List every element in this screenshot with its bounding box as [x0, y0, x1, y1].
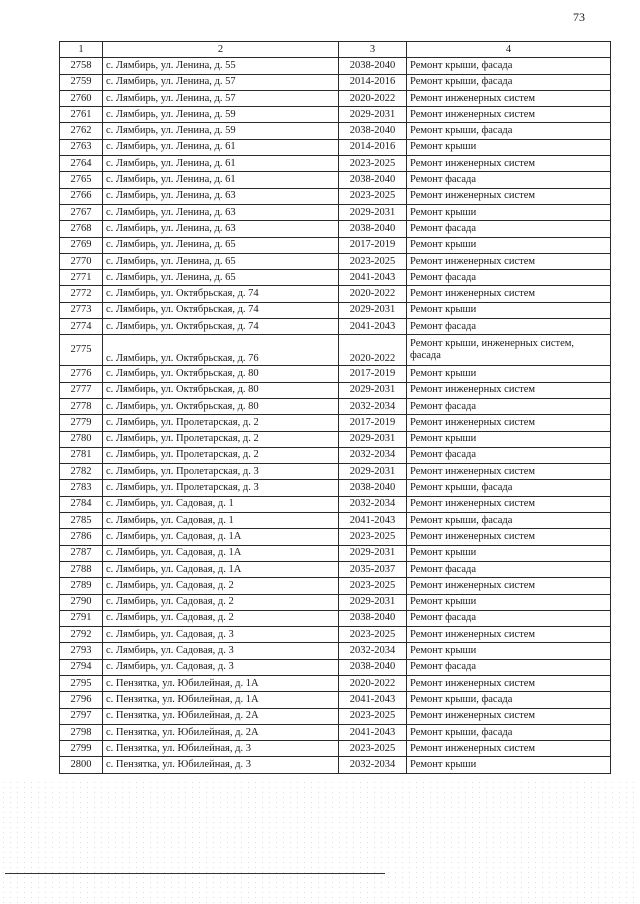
cell-work-type: Ремонт инженерных систем	[407, 90, 611, 106]
cell-work-type: Ремонт фасада	[407, 398, 611, 414]
cell-address: с. Лямбирь, ул. Садовая, д. 1А	[103, 561, 339, 577]
cell-row-number: 2778	[60, 398, 103, 414]
table-row	[60, 270, 611, 286]
cell-address: с. Пензятка, ул. Юбилейная, д. 3	[103, 741, 339, 757]
cell-repair-period: 2020-2022	[339, 675, 407, 691]
cell-row-number: 2760	[60, 90, 103, 106]
table-row	[60, 643, 611, 659]
table-row	[60, 382, 611, 398]
table-row	[60, 302, 611, 318]
cell-row-number: 2797	[60, 708, 103, 724]
cell-address: с. Лямбирь, ул. Ленина, д. 65	[103, 253, 339, 269]
cell-row-number: 2783	[60, 480, 103, 496]
cell-work-type: Ремонт крыши, фасада	[407, 724, 611, 740]
table-row	[60, 319, 611, 335]
header-col-4: 4	[407, 42, 611, 58]
cell-work-type: Ремонт инженерных систем	[407, 382, 611, 398]
cell-address: с. Лямбирь, ул. Садовая, д. 1А	[103, 545, 339, 561]
cell-work-type: Ремонт крыши, инженерных систем, фасада	[407, 335, 611, 366]
cell-repair-period: 2038-2040	[339, 610, 407, 626]
cell-row-number: 2793	[60, 643, 103, 659]
cell-work-type: Ремонт крыши	[407, 302, 611, 318]
header-col-1: 1	[60, 42, 103, 58]
cell-repair-period: 2023-2025	[339, 188, 407, 204]
table-row	[60, 496, 611, 512]
table-row	[60, 123, 611, 139]
cell-work-type: Ремонт инженерных систем	[407, 708, 611, 724]
cell-address: с. Лямбирь, ул. Октябрьская, д. 80	[103, 382, 339, 398]
cell-work-type: Ремонт крыши, фасада	[407, 58, 611, 74]
table-row	[60, 253, 611, 269]
cell-repair-period: 2038-2040	[339, 172, 407, 188]
cell-address: с. Лямбирь, ул. Садовая, д. 1	[103, 513, 339, 529]
cell-repair-period: 2017-2019	[339, 237, 407, 253]
cell-row-number: 2766	[60, 188, 103, 204]
cell-repair-period: 2038-2040	[339, 123, 407, 139]
cell-row-number: 2799	[60, 741, 103, 757]
cell-repair-period: 2020-2022	[339, 286, 407, 302]
cell-work-type: Ремонт крыши, фасада	[407, 74, 611, 90]
cell-address: с. Лямбирь, ул. Ленина, д. 65	[103, 237, 339, 253]
cell-work-type: Ремонт крыши, фасада	[407, 480, 611, 496]
cell-row-number: 2800	[60, 757, 103, 773]
cell-repair-period: 2023-2025	[339, 253, 407, 269]
cell-work-type: Ремонт крыши, фасада	[407, 123, 611, 139]
cell-work-type: Ремонт крыши	[407, 594, 611, 610]
table-row	[60, 692, 611, 708]
cell-work-type: Ремонт фасада	[407, 172, 611, 188]
cell-address: с. Лямбирь, ул. Пролетарская, д. 3	[103, 480, 339, 496]
cell-repair-period: 2029-2031	[339, 382, 407, 398]
cell-row-number: 2795	[60, 675, 103, 691]
cell-row-number: 2764	[60, 156, 103, 172]
cell-address: с. Лямбирь, ул. Ленина, д. 57	[103, 90, 339, 106]
cell-work-type: Ремонт инженерных систем	[407, 253, 611, 269]
cell-address: с. Лямбирь, ул. Ленина, д. 61	[103, 172, 339, 188]
cell-repair-period: 2029-2031	[339, 431, 407, 447]
cell-repair-period: 2032-2034	[339, 496, 407, 512]
table-row	[60, 366, 611, 382]
cell-work-type: Ремонт крыши, фасада	[407, 513, 611, 529]
cell-address: с. Лямбирь, ул. Ленина, д. 61	[103, 139, 339, 155]
scan-noise	[0, 780, 640, 904]
repair-schedule-table	[59, 41, 611, 774]
header-col-2: 2	[103, 42, 339, 58]
cell-work-type: Ремонт крыши	[407, 757, 611, 773]
cell-row-number: 2774	[60, 319, 103, 335]
cell-work-type: Ремонт инженерных систем	[407, 675, 611, 691]
cell-repair-period: 2029-2031	[339, 204, 407, 220]
cell-row-number: 2798	[60, 724, 103, 740]
cell-address: с. Лямбирь, ул. Октябрьская, д. 74	[103, 319, 339, 335]
cell-work-type: Ремонт инженерных систем	[407, 529, 611, 545]
cell-row-number: 2771	[60, 270, 103, 286]
cell-work-type: Ремонт инженерных систем	[407, 741, 611, 757]
cell-repair-period: 2038-2040	[339, 221, 407, 237]
cell-work-type: Ремонт фасада	[407, 610, 611, 626]
footer-rule	[5, 873, 385, 874]
cell-repair-period: 2023-2025	[339, 627, 407, 643]
cell-address: с. Лямбирь, ул. Октябрьская, д. 74	[103, 286, 339, 302]
page-number: 73	[573, 10, 585, 24]
cell-repair-period: 2023-2025	[339, 156, 407, 172]
cell-row-number: 2782	[60, 464, 103, 480]
cell-row-number: 2767	[60, 204, 103, 220]
header-col-3: 3	[339, 42, 407, 58]
cell-work-type: Ремонт крыши	[407, 139, 611, 155]
cell-work-type: Ремонт инженерных систем	[407, 415, 611, 431]
cell-repair-period: 2023-2025	[339, 708, 407, 724]
cell-work-type: Ремонт инженерных систем	[407, 464, 611, 480]
cell-repair-period: 2014-2016	[339, 74, 407, 90]
table-row	[60, 561, 611, 577]
table-row	[60, 627, 611, 643]
cell-work-type: Ремонт фасада	[407, 447, 611, 463]
cell-repair-period: 2038-2040	[339, 58, 407, 74]
cell-address: с. Лямбирь, ул. Садовая, д. 1А	[103, 529, 339, 545]
cell-work-type: Ремонт крыши	[407, 643, 611, 659]
cell-address: с. Лямбирь, ул. Ленина, д. 63	[103, 188, 339, 204]
cell-work-type: Ремонт крыши	[407, 237, 611, 253]
cell-repair-period: 2023-2025	[339, 578, 407, 594]
cell-row-number: 2769	[60, 237, 103, 253]
cell-row-number: 2781	[60, 447, 103, 463]
table-row	[60, 335, 611, 366]
cell-repair-period: 2020-2022	[339, 335, 407, 366]
table-row	[60, 221, 611, 237]
cell-repair-period: 2032-2034	[339, 398, 407, 414]
table-row	[60, 447, 611, 463]
table-header	[60, 42, 611, 58]
cell-address: с. Лямбирь, ул. Ленина, д. 59	[103, 123, 339, 139]
cell-repair-period: 2041-2043	[339, 513, 407, 529]
table-row	[60, 415, 611, 431]
cell-address: с. Лямбирь, ул. Ленина, д. 65	[103, 270, 339, 286]
cell-repair-period: 2041-2043	[339, 270, 407, 286]
cell-address: с. Пензятка, ул. Юбилейная, д. 2А	[103, 724, 339, 740]
cell-row-number: 2791	[60, 610, 103, 626]
table-row	[60, 480, 611, 496]
table-row	[60, 529, 611, 545]
cell-address: с. Лямбирь, ул. Ленина, д. 57	[103, 74, 339, 90]
cell-repair-period: 2017-2019	[339, 415, 407, 431]
cell-address: с. Лямбирь, ул. Пролетарская, д. 3	[103, 464, 339, 480]
cell-repair-period: 2038-2040	[339, 480, 407, 496]
cell-row-number: 2780	[60, 431, 103, 447]
cell-row-number: 2763	[60, 139, 103, 155]
cell-work-type: Ремонт инженерных систем	[407, 496, 611, 512]
table-body	[60, 58, 611, 773]
cell-row-number: 2765	[60, 172, 103, 188]
cell-row-number: 2772	[60, 286, 103, 302]
cell-row-number: 2792	[60, 627, 103, 643]
cell-repair-period: 2032-2034	[339, 643, 407, 659]
cell-row-number: 2796	[60, 692, 103, 708]
cell-repair-period: 2038-2040	[339, 659, 407, 675]
cell-row-number: 2768	[60, 221, 103, 237]
cell-work-type: Ремонт крыши	[407, 431, 611, 447]
cell-row-number: 2775	[60, 335, 103, 366]
cell-address: с. Лямбирь, ул. Садовая, д. 2	[103, 578, 339, 594]
cell-repair-period: 2035-2037	[339, 561, 407, 577]
cell-repair-period: 2023-2025	[339, 741, 407, 757]
cell-row-number: 2789	[60, 578, 103, 594]
cell-address: с. Лямбирь, ул. Пролетарская, д. 2	[103, 431, 339, 447]
cell-row-number: 2770	[60, 253, 103, 269]
cell-row-number: 2762	[60, 123, 103, 139]
cell-address: с. Пензятка, ул. Юбилейная, д. 3	[103, 757, 339, 773]
table-row	[60, 204, 611, 220]
cell-repair-period: 2029-2031	[339, 464, 407, 480]
cell-row-number: 2773	[60, 302, 103, 318]
cell-work-type: Ремонт фасада	[407, 270, 611, 286]
cell-row-number: 2787	[60, 545, 103, 561]
table-row	[60, 757, 611, 773]
cell-work-type: Ремонт инженерных систем	[407, 188, 611, 204]
table-row	[60, 172, 611, 188]
cell-address: с. Лямбирь, ул. Пролетарская, д. 2	[103, 415, 339, 431]
cell-work-type: Ремонт крыши	[407, 545, 611, 561]
table-row	[60, 708, 611, 724]
cell-repair-period: 2029-2031	[339, 594, 407, 610]
cell-work-type: Ремонт крыши	[407, 366, 611, 382]
cell-address: с. Лямбирь, ул. Ленина, д. 63	[103, 204, 339, 220]
cell-address: с. Лямбирь, ул. Садовая, д. 2	[103, 594, 339, 610]
cell-row-number: 2759	[60, 74, 103, 90]
cell-row-number: 2758	[60, 58, 103, 74]
table-row	[60, 286, 611, 302]
cell-address: с. Лямбирь, ул. Садовая, д. 2	[103, 610, 339, 626]
cell-repair-period: 2023-2025	[339, 529, 407, 545]
cell-address: с. Пензятка, ул. Юбилейная, д. 1А	[103, 692, 339, 708]
cell-repair-period: 2041-2043	[339, 319, 407, 335]
cell-work-type: Ремонт фасада	[407, 659, 611, 675]
cell-address: с. Лямбирь, ул. Садовая, д. 3	[103, 659, 339, 675]
cell-work-type: Ремонт крыши	[407, 204, 611, 220]
table-row	[60, 188, 611, 204]
table-row	[60, 464, 611, 480]
cell-address: с. Лямбирь, ул. Ленина, д. 59	[103, 107, 339, 123]
cell-row-number: 2794	[60, 659, 103, 675]
cell-row-number: 2790	[60, 594, 103, 610]
table-row	[60, 610, 611, 626]
cell-row-number: 2786	[60, 529, 103, 545]
table-row	[60, 107, 611, 123]
table-row	[60, 578, 611, 594]
cell-address: с. Лямбирь, ул. Октябрьская, д. 76	[103, 335, 339, 366]
cell-work-type: Ремонт инженерных систем	[407, 107, 611, 123]
cell-work-type: Ремонт инженерных систем	[407, 156, 611, 172]
table-row	[60, 237, 611, 253]
table-row	[60, 659, 611, 675]
cell-repair-period: 2029-2031	[339, 545, 407, 561]
cell-address: с. Лямбирь, ул. Ленина, д. 63	[103, 221, 339, 237]
cell-repair-period: 2032-2034	[339, 757, 407, 773]
cell-address: с. Лямбирь, ул. Октябрьская, д. 80	[103, 398, 339, 414]
cell-work-type: Ремонт фасада	[407, 319, 611, 335]
table-row	[60, 431, 611, 447]
cell-repair-period: 2041-2043	[339, 724, 407, 740]
table-row	[60, 724, 611, 740]
cell-repair-period: 2029-2031	[339, 107, 407, 123]
cell-address: с. Лямбирь, ул. Октябрьская, д. 74	[103, 302, 339, 318]
table-row	[60, 513, 611, 529]
cell-work-type: Ремонт инженерных систем	[407, 286, 611, 302]
table-row	[60, 156, 611, 172]
cell-repair-period: 2017-2019	[339, 366, 407, 382]
table-row	[60, 74, 611, 90]
cell-address: с. Пензятка, ул. Юбилейная, д. 2А	[103, 708, 339, 724]
cell-row-number: 2777	[60, 382, 103, 398]
cell-row-number: 2785	[60, 513, 103, 529]
cell-work-type: Ремонт инженерных систем	[407, 627, 611, 643]
cell-repair-period: 2032-2034	[339, 447, 407, 463]
table-row	[60, 58, 611, 74]
table-row	[60, 139, 611, 155]
cell-repair-period: 2041-2043	[339, 692, 407, 708]
table-row	[60, 90, 611, 106]
cell-row-number: 2788	[60, 561, 103, 577]
table-row	[60, 594, 611, 610]
cell-address: с. Лямбирь, ул. Садовая, д. 3	[103, 643, 339, 659]
cell-row-number: 2776	[60, 366, 103, 382]
cell-address: с. Лямбирь, ул. Ленина, д. 61	[103, 156, 339, 172]
table-row	[60, 675, 611, 691]
cell-repair-period: 2020-2022	[339, 90, 407, 106]
cell-repair-period: 2029-2031	[339, 302, 407, 318]
cell-address: с. Лямбирь, ул. Садовая, д. 1	[103, 496, 339, 512]
cell-work-type: Ремонт инженерных систем	[407, 578, 611, 594]
cell-address: с. Лямбирь, ул. Пролетарская, д. 2	[103, 447, 339, 463]
cell-repair-period: 2014-2016	[339, 139, 407, 155]
cell-address: с. Пензятка, ул. Юбилейная, д. 1А	[103, 675, 339, 691]
cell-row-number: 2779	[60, 415, 103, 431]
cell-address: с. Лямбирь, ул. Садовая, д. 3	[103, 627, 339, 643]
cell-address: с. Лямбирь, ул. Октябрьская, д. 80	[103, 366, 339, 382]
cell-work-type: Ремонт фасада	[407, 221, 611, 237]
table-row	[60, 545, 611, 561]
header-row	[60, 42, 611, 58]
cell-row-number: 2784	[60, 496, 103, 512]
table-row	[60, 741, 611, 757]
cell-work-type: Ремонт фасада	[407, 561, 611, 577]
cell-address: с. Лямбирь, ул. Ленина, д. 55	[103, 58, 339, 74]
cell-row-number: 2761	[60, 107, 103, 123]
table-row	[60, 398, 611, 414]
cell-work-type: Ремонт крыши, фасада	[407, 692, 611, 708]
